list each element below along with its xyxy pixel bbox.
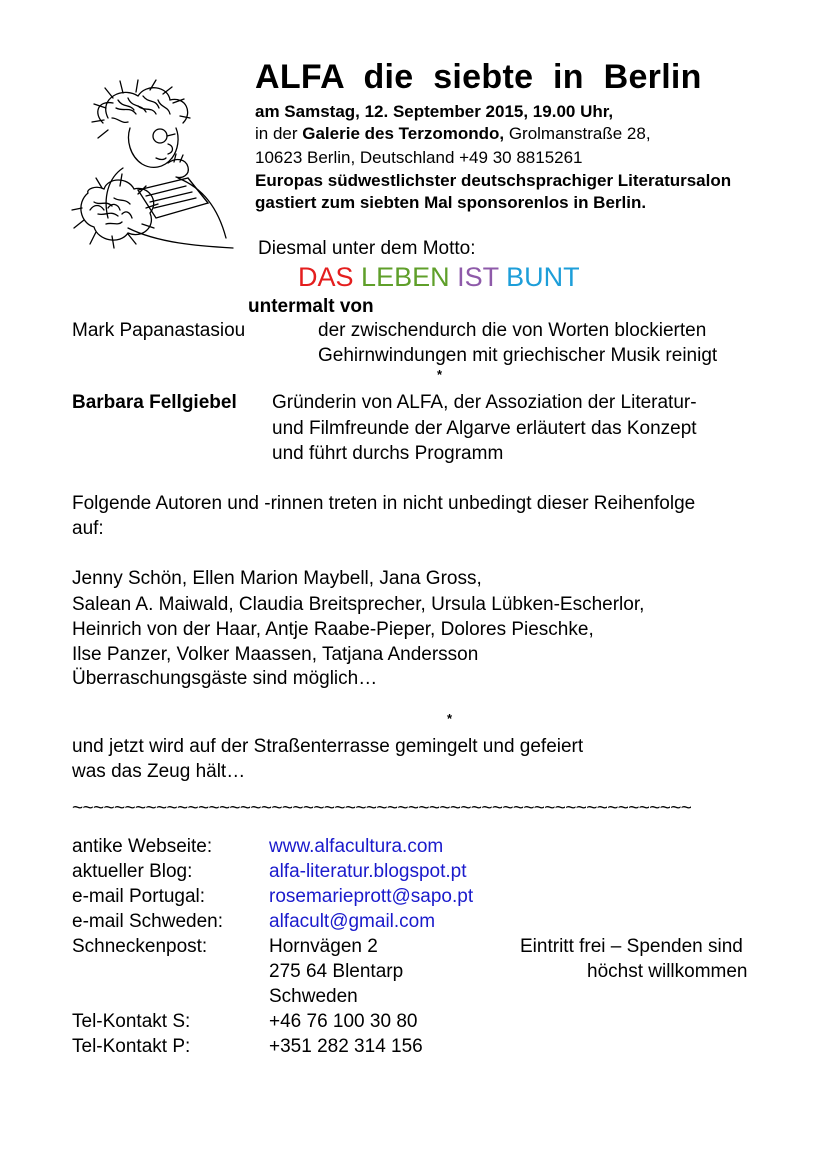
authors-list-line: Jenny Schön, Ellen Marion Maybell, Jana Gross, [72,568,482,589]
tilde-divider: ~~~~~~~~~~~~~~~~~~~~~~~~~~~~~~~~~~~~~~~~~~~~~~~~~~~~~~~~~~~ [72,798,692,819]
tel-portugal-number: +351 282 314 156 [269,1036,423,1057]
event-city: 10623 Berlin, Deutschland +49 30 8815261 [255,148,583,167]
postal-address-line-1: Hornvägen 2 [269,936,378,957]
authors-intro-line-2: auf: [72,518,104,539]
admission-line-2: höchst willkommen [587,961,748,982]
closing-line-1: und jetzt wird auf der Straßenterrasse gemingelt und gefeiert [72,736,584,757]
author-caricature-illustration [68,78,243,258]
host-description-line-2: und Filmfreunde der Algarve erläutert das Konzept [272,418,697,439]
authors-list-line: Überraschungsgäste sind möglich… [72,668,378,689]
event-venue [255,124,651,144]
separator-asterisk: * [437,367,443,382]
tel-sweden-number: +46 76 100 30 80 [269,1011,418,1032]
separator-asterisk: * [447,711,453,726]
untermalt-label: untermalt von [248,296,374,317]
musician-name: Mark Papanastasiou [72,320,246,341]
musician-description-line-1: der zwischendurch die von Worten blockierten [318,320,707,341]
postal-address-line-3: Schweden [269,986,358,1007]
authors-intro-line-1: Folgende Autoren und -rinnen treten in nicht unbedingt dieser Reihenfolge [72,493,696,514]
authors-list-line: Ilse Panzer, Volker Maassen, Tatjana Andersson [72,644,479,665]
motto-title [298,262,580,293]
venue-name: Galerie des Terzomondo, [302,124,505,143]
authors-list-line: Salean A. Maiwald, Claudia Breitsprecher, Ursula Lübken-Escherlor, [72,594,645,615]
email-sweden-link[interactable]: alfacult@gmail.com [269,911,436,932]
event-date: am Samstag, 12. September 2015, 19.00 Uhr, [255,102,614,121]
website-label: antike Webseite: [72,836,213,857]
event-description-line-1: Europas südwestlichster deutschsprachiger Literatursalon [255,171,732,190]
event-description-line-2: gastiert zum siebten Mal sponsorenlos in Berlin. [255,193,647,212]
website-link[interactable]: www.alfacultura.com [269,836,444,857]
host-description-line-1: Gründerin von ALFA, der Assoziation der Literatur- [272,392,697,413]
postal-address-line-2: 275 64 Blentarp [269,961,404,982]
admission-line-1: Eintritt frei – Spenden sind [520,936,743,957]
postal-label: Schneckenpost: [72,936,208,957]
closing-line-2: was das Zeug hält… [72,761,246,782]
venue-street: Grolmanstraße 28, [504,124,651,143]
host-name: Barbara Fellgiebel [72,392,237,413]
tel-sweden-label: Tel-Kontakt S: [72,1011,191,1032]
host-description-line-3: und führt durchs Programm [272,443,504,464]
musician-description-line-2: Gehirnwindungen mit griechischer Musik reinigt [318,345,718,366]
motto-word: LEBEN [361,262,450,292]
tel-portugal-label: Tel-Kontakt P: [72,1036,191,1057]
event-title: ALFA die siebte in Berlin [255,58,702,96]
email-sweden-label: e-mail Schweden: [72,911,224,932]
venue-prefix: in der [255,124,303,143]
motto-word: BUNT [506,262,580,292]
authors-list-line: Heinrich von der Haar, Antje Raabe-Pieper, Dolores Pieschke, [72,619,594,640]
motto-word: DAS [298,262,354,292]
email-portugal-label: e-mail Portugal: [72,886,206,907]
motto-word: IST [457,262,499,292]
blog-label: aktueller Blog: [72,861,193,882]
email-portugal-link[interactable]: rosemarieprott@sapo.pt [269,886,474,907]
motto-intro: Diesmal unter dem Motto: [258,238,476,259]
blog-link[interactable]: alfa-literatur.blogspot.pt [269,861,467,882]
